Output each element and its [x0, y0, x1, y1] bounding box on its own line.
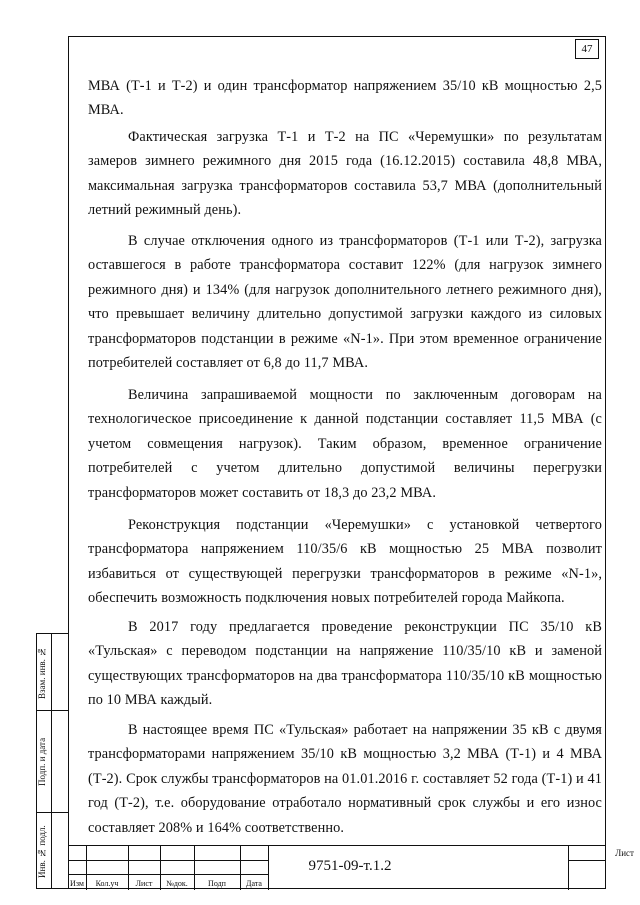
side-label-sign-date: Подп. и дата — [37, 737, 47, 787]
col-podp: Подп — [208, 879, 226, 888]
paragraph-2: Фактическая загрузка Т-1 и Т-2 на ПС «Черемушки» по результатам замеров зимнего режимного дня 2015 года (16.12.2015) составила 48,8 МВА, максимальная загрузка трансформаторов составила 53,7 МВА (дополнительный летний режимный день). — [88, 129, 602, 219]
paragraph-1: МВА (Т-1 и Т-2) и один трансформатор напряжением 35/10 кВ мощностью 2,5 МВА. — [88, 78, 602, 119]
col-data: Дата — [246, 879, 262, 888]
col-list: Лист — [135, 879, 153, 888]
sheet-label: Лист — [615, 848, 634, 858]
paragraph-6: В 2017 году предлагается проведение реконструкции ПС 35/10 кВ «Тульская» с переводом подстанции на напряжение 110/35/10 кВ и заменой существующих трансформаторов на два трансформатора 110/35/10 кВ мощностью по 10 МВА каждый. — [88, 619, 602, 709]
side-label-replacement-inv: Взам. инв. № — [37, 646, 47, 700]
col-ndok: №док. — [166, 879, 188, 888]
side-strip — [36, 633, 68, 889]
paragraph-3: В случае отключения одного из трансформаторов (Т-1 или Т-2), загрузка оставшегося в работе трансформатора составит 122% (для нагрузок зимнего режимного дня) и 134% (для нагрузок дополнительного летнего режимного дня), что превышает величину длительно допустимой загрузки каждого из силовых трансформаторов подстанции в режиме «N-1». При этом временное ограничение потребителей составляет от 6,8 до 11,7 МВА. — [88, 233, 602, 372]
side-label-original-inv: Инв. № подл. — [37, 825, 47, 879]
paragraph-5: Реконструкция подстанции «Черемушки» с установкой четвертого трансформатора напряжением 110/35/6 кВ мощностью 25 МВА позволит избавиться от существующей перегрузки трансформаторов в режиме «N-1», обеспечить возможность подключения новых потребителей города Майкопа. — [88, 517, 602, 607]
col-kol-uch: Кол.уч — [95, 879, 119, 888]
document-code: 9751-09-т.1.2 — [308, 858, 392, 874]
page-number: 47 — [575, 39, 599, 59]
paragraph-4: Величина запрашиваемой мощности по заключенным договорам на технологическое присоединение к данной подстанции составляет 11,5 МВА (с учетом совмещения нагрузок). Таким образом, временное ограничение потребителей с учетом длительно допустимой величины перегрузки трансформаторов может составить от 18,3 до 23,2 МВА. — [88, 387, 602, 501]
paragraph-7: В настоящее время ПС «Тульская» работает на напряжении 35 кВ с двумя трансформаторами напряжением 35/10 кВ мощностью 3,2 МВА (Т-1) и 4 МВА (Т-2). Срок службы трансформаторов на 01.01.2016 г. составляет 52 года (Т-1) и 41 год (Т-2), т.е. оборудование отработало нормативный срок службы и его износ составляет 208% и 164% соответственно. — [88, 722, 602, 836]
col-izm: Изм — [70, 879, 84, 888]
